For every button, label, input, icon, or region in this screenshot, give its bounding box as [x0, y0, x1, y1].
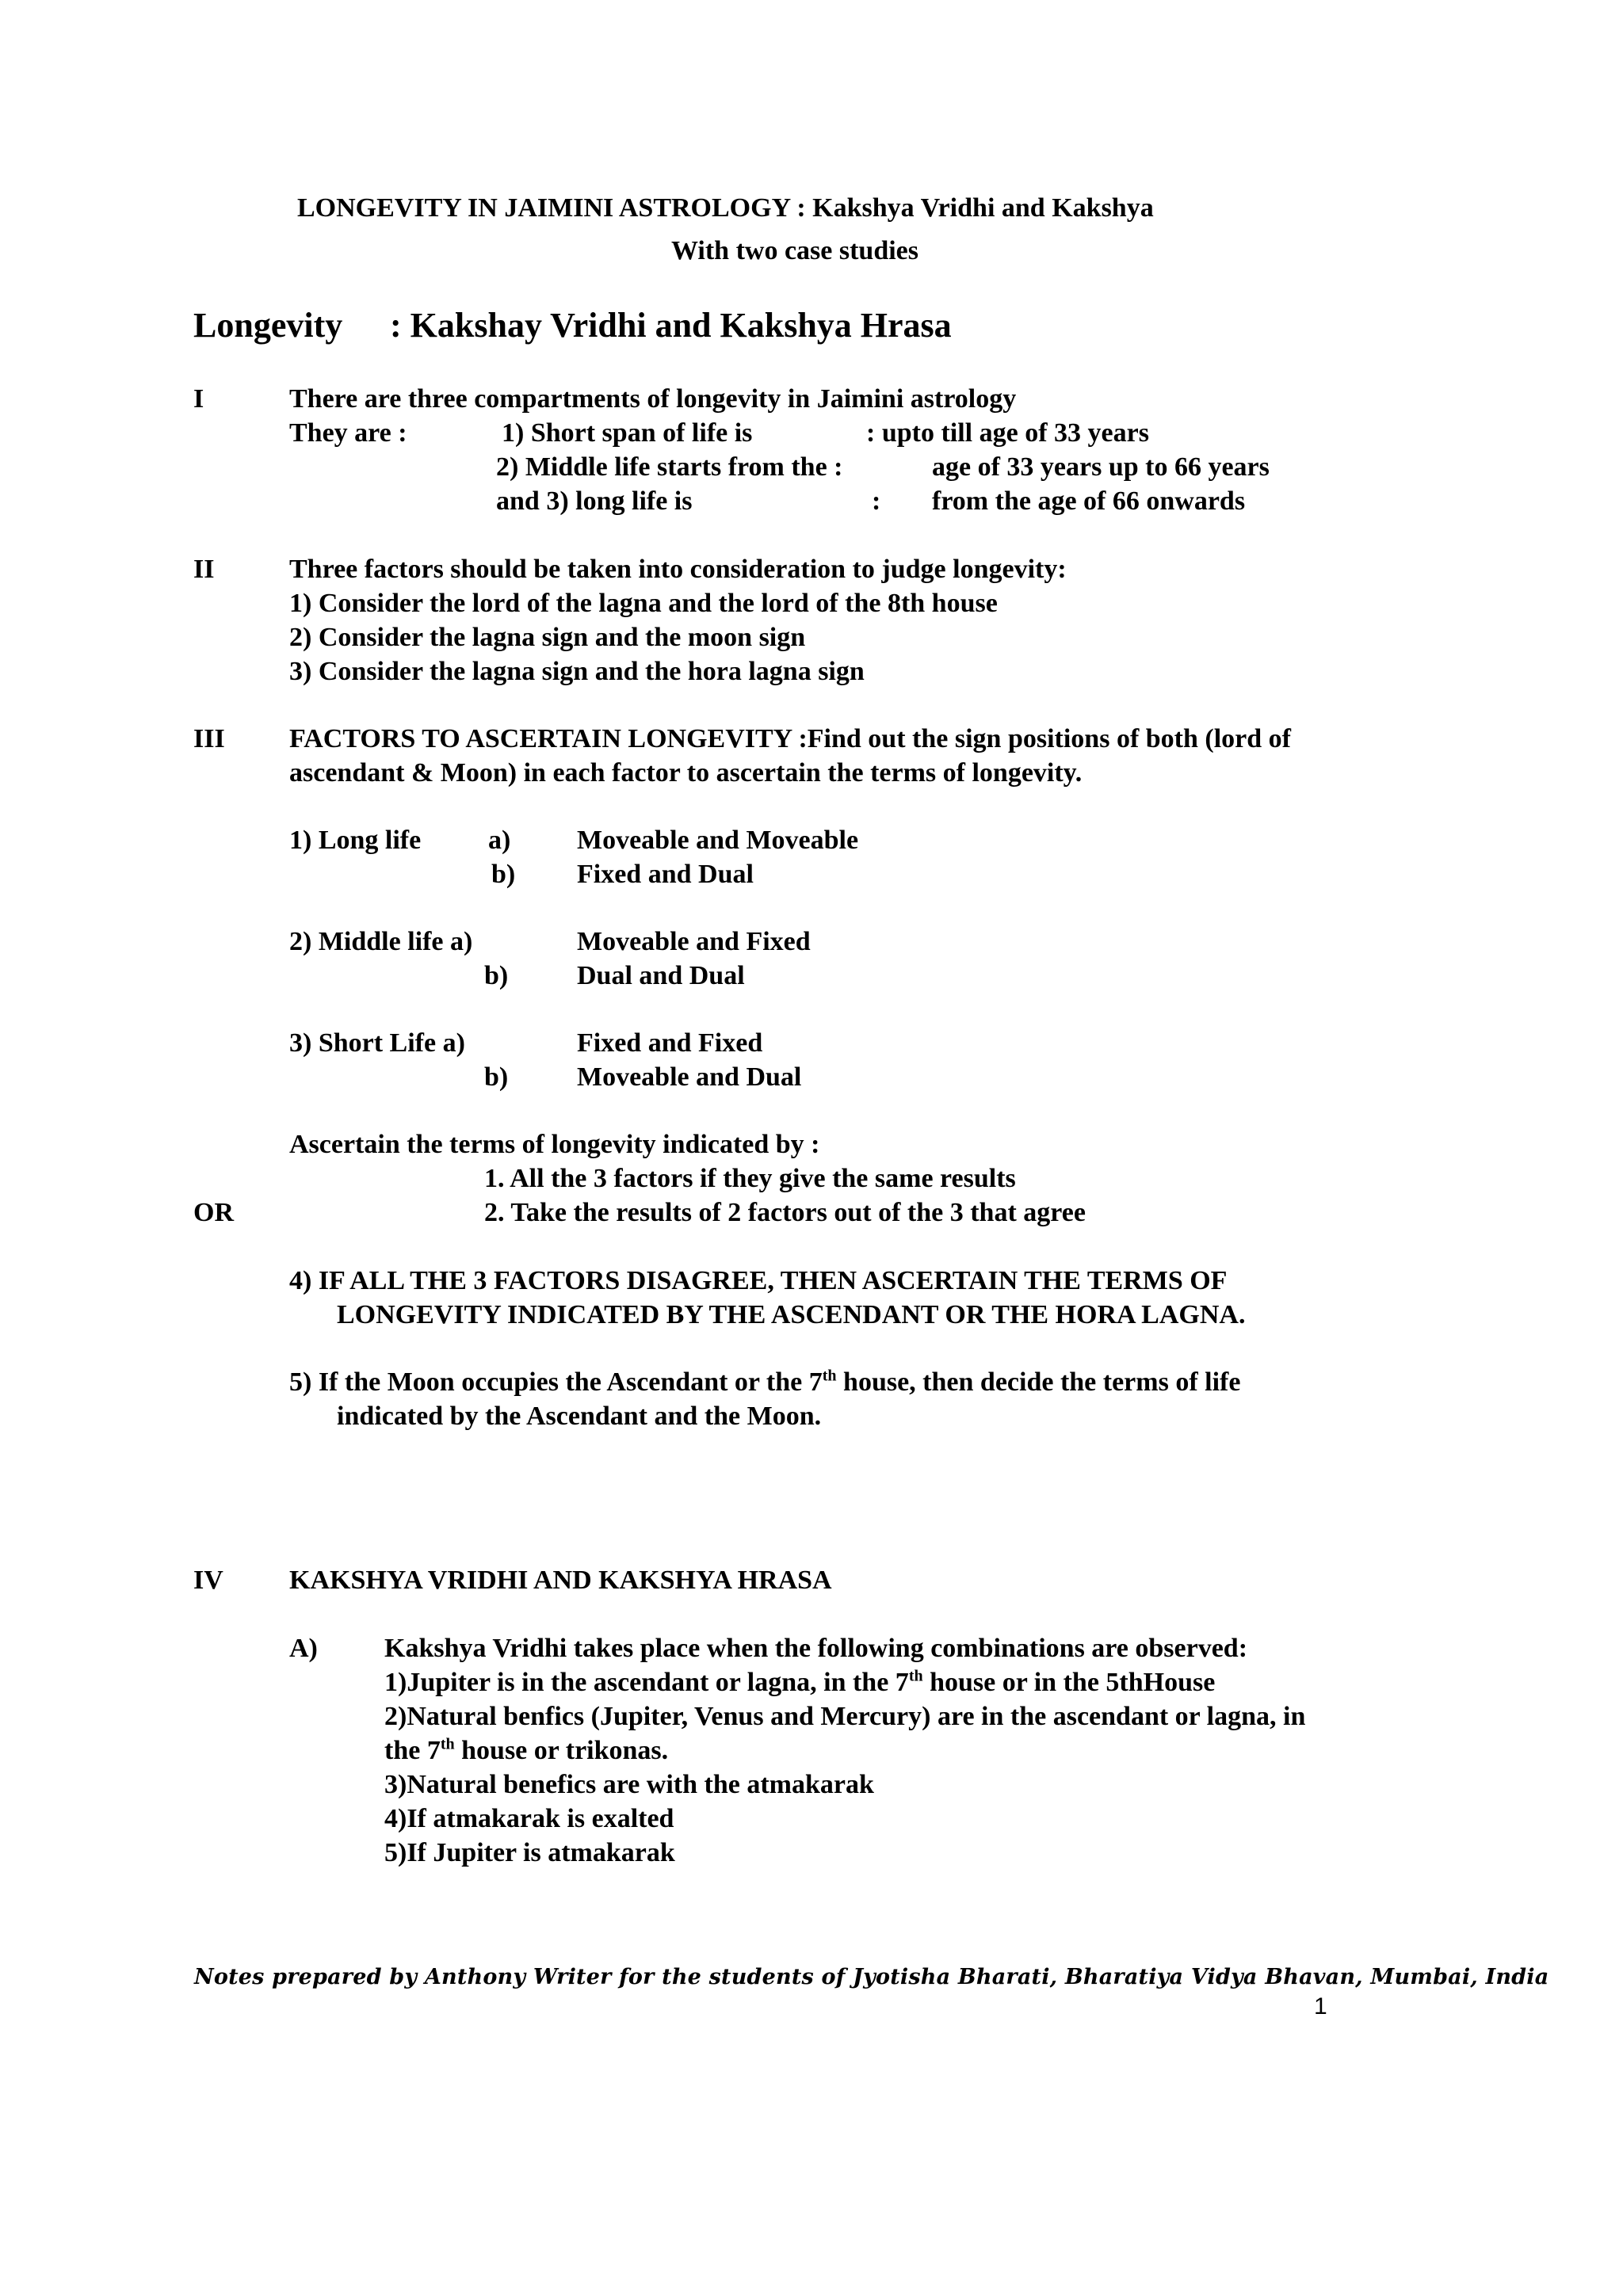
point4-line2: LONGEVITY INDICATED BY THE ASCENDANT OR THE HORA LAGNA. [337, 1300, 1246, 1329]
ascertain-option-2: 2. Take the results of 2 factors out of the 3 that agree [484, 1198, 1086, 1227]
section1-row1-value: : upto till age of 33 years [866, 418, 1149, 448]
middle-life-b-text: Dual and Dual [577, 961, 745, 990]
long-life-label: 1) Long life [289, 826, 422, 855]
short-life-a-text: Fixed and Fixed [577, 1028, 763, 1058]
section1-row3-colon: : [872, 486, 881, 516]
point5-line2: indicated by the Ascendant and the Moon. [337, 1402, 822, 1431]
section-numeral-2: II [193, 555, 215, 584]
section-heading-left: Longevity [193, 306, 343, 345]
section-numeral-1: I [193, 384, 204, 414]
point5-superscript: th [822, 1367, 837, 1385]
section4-item-2-superscript: th [440, 1735, 455, 1753]
section4-item-3: 3)Natural benefics are with the atmakarak [384, 1770, 874, 1799]
page-number: 1 [1314, 1993, 1327, 2019]
middle-life-label: 2) Middle life a) [289, 927, 473, 956]
section2-intro: Three factors should be taken into consideration to judge longevity: [289, 555, 1067, 584]
short-life-label: 3) Short Life a) [289, 1028, 465, 1058]
section2-item-1: 1) Consider the lord of the lagna and the lord of the 8th house [289, 589, 998, 618]
section-heading-right: : Kakshay Vridhi and Kakshya Hrasa [390, 306, 952, 345]
section4-item-2-line1: 2)Natural benfics (Jupiter, Venus and Mercury) are in the ascendant or lagna, in [384, 1702, 1306, 1731]
section-numeral-4: IV [193, 1566, 223, 1595]
long-life-b-marker: b) [491, 860, 516, 889]
section2-item-3: 3) Consider the lagna sign and the hora lagna sign [289, 657, 865, 686]
section4-item-5: 5)If Jupiter is atmakarak [384, 1838, 675, 1867]
section-numeral-3: III [193, 724, 225, 753]
middle-life-a-text: Moveable and Fixed [577, 927, 811, 956]
section4-item-2-text-a: the 7 [384, 1736, 441, 1765]
section4-item-2-line2 [384, 1734, 668, 1768]
section1-row3-label: and 3) long life is [496, 486, 693, 516]
ascertain-intro: Ascertain the terms of longevity indicated by : [289, 1130, 820, 1159]
or-label: OR [193, 1198, 234, 1227]
section4-item-1-text-b: house or in the 5thHouse [922, 1668, 1216, 1697]
section3-line2: ascendant & Moon) in each factor to ascertain the terms of longevity. [289, 758, 1083, 788]
section1-row2-label: 2) Middle life starts from the : [496, 452, 843, 482]
point4-line1: 4) IF ALL THE 3 FACTORS DISAGREE, THEN ASCERTAIN THE TERMS OF [289, 1266, 1228, 1295]
section4-item-2-text-b: house or trikonas. [454, 1736, 669, 1765]
long-life-a-text: Moveable and Moveable [577, 826, 859, 855]
point5-text-b: house, then decide the terms of life [836, 1367, 1241, 1397]
section4-a-intro: Kakshya Vridhi takes place when the following combinations are observed: [384, 1634, 1248, 1663]
section4-item-1 [384, 1666, 1215, 1699]
section1-they-are: They are : [289, 418, 407, 448]
section1-intro: There are three compartments of longevity in Jaimini astrology [289, 384, 1017, 414]
document-title-line1: LONGEVITY IN JAIMINI ASTROLOGY : Kakshya Vridhi and Kakshya [297, 193, 1154, 223]
short-life-b-text: Moveable and Dual [577, 1062, 802, 1092]
section4-item-1-superscript: th [908, 1667, 923, 1685]
footer-note: Notes prepared by Anthony Writer for the students of Jyotisha Bharati, Bharatiya Vidya Bhavan, Mumbai, India [194, 1965, 1549, 1989]
long-life-b-text: Fixed and Dual [577, 860, 754, 889]
long-life-a-marker: a) [488, 826, 511, 855]
section1-row3-value: from the age of 66 onwards [932, 486, 1246, 516]
point5-line1 [289, 1366, 1240, 1399]
middle-life-b-marker: b) [484, 961, 509, 990]
section2-item-2: 2) Consider the lagna sign and the moon sign [289, 623, 806, 652]
section3-line1: FACTORS TO ASCERTAIN LONGEVITY :Find out the sign positions of both (lord of [289, 724, 1291, 753]
short-life-b-marker: b) [484, 1062, 509, 1092]
section1-row2-value: age of 33 years up to 66 years [932, 452, 1270, 482]
section4-title: KAKSHYA VRIDHI AND KAKSHYA HRASA [289, 1566, 832, 1595]
section4-item-1-text-a: 1)Jupiter is in the ascendant or lagna, in the 7 [384, 1668, 909, 1697]
ascertain-option-1: 1. All the 3 factors if they give the same results [484, 1164, 1016, 1193]
section4-a-label: A) [289, 1634, 318, 1663]
section4-item-4: 4)If atmakarak is exalted [384, 1804, 674, 1833]
point5-text-a: 5) If the Moon occupies the Ascendant or the 7 [289, 1367, 823, 1397]
section1-row1-label: 1) Short span of life is [502, 418, 753, 448]
document-title-line2: With two case studies [671, 236, 918, 265]
